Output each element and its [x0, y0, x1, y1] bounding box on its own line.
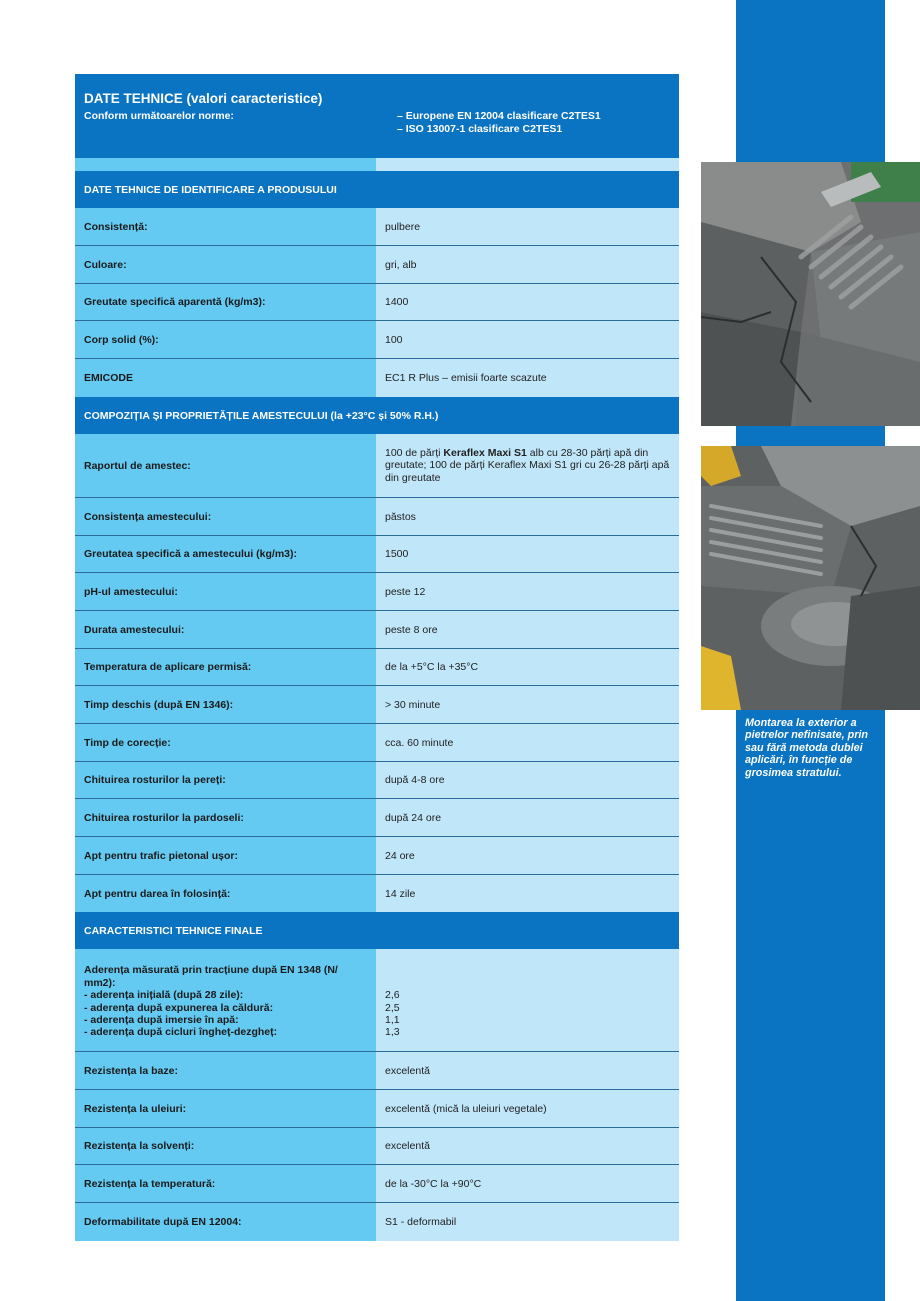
row-label: Timp de corecție: — [75, 724, 376, 761]
row-label: Consistența amestecului: — [75, 498, 376, 535]
row-label: Temperatura de aplicare permisă: — [75, 649, 376, 685]
row-value: 24 ore — [376, 837, 679, 874]
row-value: de la -30°C la +90°C — [376, 1165, 679, 1202]
row-label: Apt pentru trafic pietonal ușor: — [75, 837, 376, 874]
row-value: gri, alb — [376, 246, 679, 283]
photo-trowel-on-stone-image — [701, 446, 920, 710]
row-label: Rezistența la temperatură: — [75, 1165, 376, 1202]
table-row — [75, 321, 679, 359]
row-value: după 24 ore — [376, 799, 679, 836]
mix-ratio-pre: 100 de părți — [385, 446, 444, 459]
row-value: excelentă (mică la uleiuri vegetale) — [376, 1090, 679, 1127]
row-value: 100 — [376, 321, 679, 358]
table-row — [75, 875, 679, 912]
table-row — [75, 686, 679, 724]
sheet-header — [75, 74, 679, 158]
row-label: Consistență: — [75, 208, 376, 245]
table-row — [75, 1090, 679, 1128]
row-value: excelentă — [376, 1052, 679, 1089]
table-row — [75, 1128, 679, 1165]
row-label: Apt pentru darea în folosință: — [75, 875, 376, 912]
row-label: Culoare: — [75, 246, 376, 283]
row-label: Chituirea rosturilor la pereți: — [75, 762, 376, 798]
row-value: > 30 minute — [376, 686, 679, 723]
row-label: Chituirea rosturilor la pardoseli: — [75, 799, 376, 836]
row-value: EC1 R Plus – emisii foarte scazute — [376, 359, 679, 397]
table-row — [75, 208, 679, 246]
photo-adhesive-on-stone-image — [701, 162, 920, 426]
table-row — [75, 573, 679, 611]
table-row — [75, 762, 679, 799]
row-value: pulbere — [376, 208, 679, 245]
table-row — [75, 498, 679, 536]
row-label: Timp deschis (după EN 1346): — [75, 686, 376, 723]
mix-ratio-text — [385, 447, 670, 484]
technical-data-sheet — [75, 74, 679, 1241]
row-value: 1400 — [376, 284, 679, 320]
row-value: păstos — [376, 498, 679, 535]
row-value: de la +5°C la +35°C — [376, 649, 679, 685]
row-label: EMICODE — [75, 359, 376, 397]
table-row — [75, 359, 679, 397]
table-row — [75, 1165, 679, 1203]
header-spacer — [75, 158, 679, 171]
row-label: Rezistența la baze: — [75, 1052, 376, 1089]
standard-item: – Europene EN 12004 clasificare C2TES1 — [397, 110, 601, 122]
photo-trowel-on-stone — [701, 446, 920, 710]
table-row — [75, 1052, 679, 1090]
table-row — [75, 949, 679, 1052]
table-row — [75, 284, 679, 321]
row-value — [376, 434, 679, 497]
section-title-final-characteristics: CARACTERISTICI TEHNICE FINALE — [75, 912, 679, 949]
sheet-title: DATE TEHNICE (valori caracteristice) — [84, 91, 323, 106]
row-label: Durata amestecului: — [75, 611, 376, 648]
photo-adhesive-on-stone — [701, 162, 920, 426]
photo-caption: Montarea la exterior a pietrelor nefinisate, prin sau fără metoda dublei aplicări, în funcție de grosimea stratului. — [745, 717, 868, 779]
row-label: Deformabilitate după EN 12004: — [75, 1203, 376, 1241]
row-label: Corp solid (%): — [75, 321, 376, 358]
row-value: 14 zile — [376, 875, 679, 912]
table-row — [75, 649, 679, 686]
row-label: Greutatea specifică a amestecului (kg/m3): — [75, 536, 376, 572]
row-label: Raportul de amestec: — [75, 434, 376, 497]
row-value: cca. 60 minute — [376, 724, 679, 761]
row-value: după 4-8 ore — [376, 762, 679, 798]
table-row — [75, 799, 679, 837]
standard-item: – ISO 13007-1 clasificare C2TES1 — [397, 123, 563, 135]
row-label: Rezistența la uleiuri: — [75, 1090, 376, 1127]
row-value: 2,6 2,5 1,1 1,3 — [376, 949, 679, 1051]
row-value: peste 12 — [376, 573, 679, 610]
table-row — [75, 246, 679, 284]
row-label: Aderența măsurată prin tracțiune după EN 1348 (N/ mm2): - aderența inițială (după 28 zile): - aderența după expunerea la căldură: - aderența după imersie în apă: - aderența după cicluri îngheț-dezgheț: — [75, 949, 376, 1051]
table-row — [75, 1203, 679, 1241]
row-value: 1500 — [376, 536, 679, 572]
table-row — [75, 837, 679, 875]
row-value: S1 - deformabil — [376, 1203, 679, 1241]
table-row — [75, 724, 679, 762]
standards-list — [397, 110, 601, 136]
section-title-mixture: COMPOZIȚIA ȘI PROPRIETĂȚILE AMESTECULUI (la +23°C și 50% R.H.) — [75, 397, 679, 434]
row-label: Greutate specifică aparentă (kg/m3): — [75, 284, 376, 320]
table-row — [75, 536, 679, 573]
row-value: peste 8 ore — [376, 611, 679, 648]
row-label: Rezistența la solvenți: — [75, 1128, 376, 1164]
table-row — [75, 434, 679, 498]
row-label: pH-ul amestecului: — [75, 573, 376, 610]
row-value: excelentă — [376, 1128, 679, 1164]
standards-intro: Conform următoarelor norme: — [84, 110, 234, 122]
section-title-identification: DATE TEHNICE DE IDENTIFICARE A PRODUSULUI — [75, 171, 679, 208]
product-name: Keraflex Maxi S1 — [443, 446, 527, 459]
table-row — [75, 611, 679, 649]
mix-ratio-post: alb cu 28-30 părți apă din greutate; 100 de părți Keraflex Maxi S1 gri cu 26-28 părți apă din greutate — [385, 446, 670, 484]
